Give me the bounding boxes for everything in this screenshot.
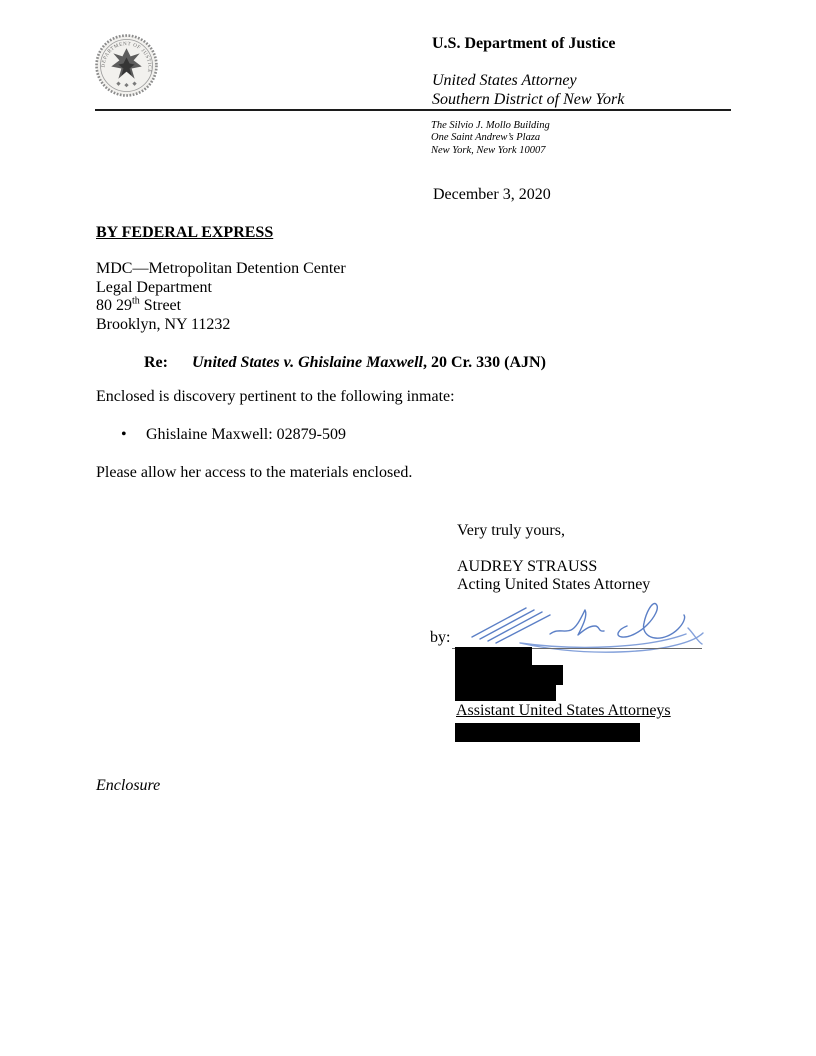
delivery-method: BY FEDERAL EXPRESS — [96, 224, 274, 241]
signer-title: Acting United States Attorney — [457, 576, 651, 593]
redaction-box-2 — [455, 665, 563, 685]
address-line: New York, New York 10007 — [431, 144, 546, 156]
closing-line: Very truly yours, — [457, 522, 565, 539]
subject-label: Re: — [144, 354, 168, 371]
letterhead-agency: U.S. Department of Justice — [432, 35, 616, 52]
subject-line — [144, 354, 546, 373]
redaction-box-3 — [455, 685, 556, 701]
inmate-bullet-item — [121, 426, 346, 445]
recipient-line: Brooklyn, NY 11232 — [96, 315, 231, 333]
enclosure-note: Enclosure — [96, 777, 161, 794]
bullet-icon: • — [121, 426, 127, 443]
case-number: , 20 Cr. 330 (AJN) — [422, 354, 546, 371]
by-label: by: — [430, 629, 451, 646]
letterhead-office-line2: Southern District of New York — [432, 90, 625, 108]
letter-date: December 3, 2020 — [433, 186, 551, 203]
recipient-address — [96, 260, 346, 334]
attorneys-title-line: Assistant United States Attorneys — [456, 702, 671, 719]
address-line: One Saint Andrew’s Plaza — [431, 132, 541, 144]
letterhead-office — [432, 72, 624, 109]
body-paragraph-1: Enclosed is discovery pertinent to the following inmate: — [96, 388, 455, 405]
recipient-line: 80 29th Street — [96, 295, 182, 315]
letterhead-address — [431, 120, 550, 157]
recipient-line: MDC—Metropolitan Detention Center — [96, 260, 346, 277]
signer-name: AUDREY STRAUSS — [457, 558, 598, 575]
handwritten-signature — [450, 592, 706, 654]
ordinal-superscript: th — [132, 295, 140, 307]
letterhead-divider — [95, 109, 731, 111]
recipient-line: Legal Department — [96, 278, 212, 296]
redaction-box-1 — [455, 647, 532, 665]
body-paragraph-2: Please allow her access to the materials enclosed. — [96, 464, 413, 481]
redaction-box-4 — [455, 723, 640, 742]
letterhead-office-line1: United States Attorney — [432, 72, 577, 89]
inmate-name-number: Ghislaine Maxwell: 02879-509 — [146, 426, 346, 443]
doj-seal-icon — [94, 33, 159, 98]
svg-text:DEPARTMENT OF JUSTICE: DEPARTMENT OF JUSTICE — [100, 40, 153, 74]
address-line: The Silvio J. Mollo Building — [431, 120, 550, 131]
case-name: United States v. Ghislaine Maxwell — [192, 354, 423, 371]
